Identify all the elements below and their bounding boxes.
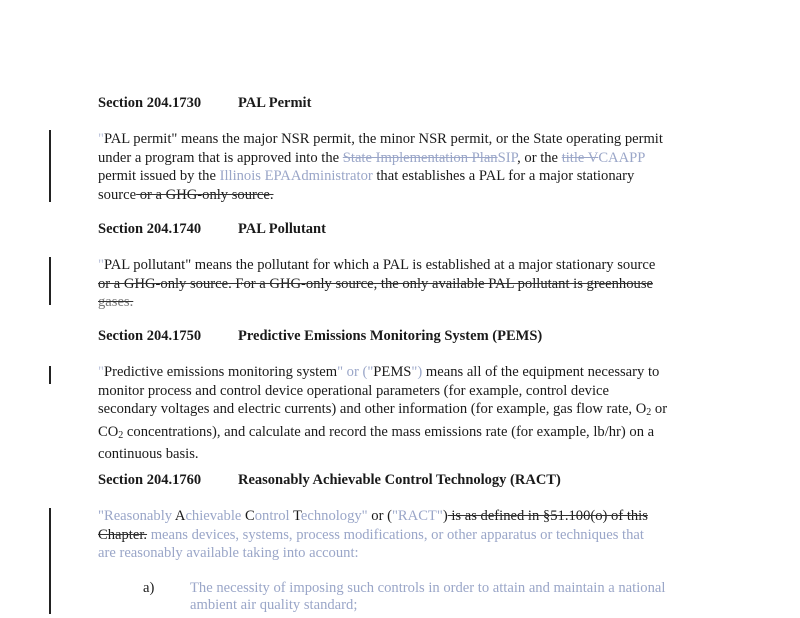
- inserted-text: " or (": [337, 364, 374, 380]
- inserted-text: CAAPP: [598, 149, 646, 166]
- text-line: [98, 526, 713, 545]
- inserted-text: Illinois EPA: [219, 168, 291, 184]
- text-line: "PAL pollutant" means the pollutant for which a PAL is established at a major stationary source: [98, 257, 656, 273]
- section-title: Reasonably Achievable Control Technology (RACT): [238, 472, 561, 488]
- pal-permit-definition: [98, 130, 713, 204]
- deleted-text: State Implementation Plan: [342, 149, 498, 166]
- section-number: Section 204.1750: [98, 328, 202, 344]
- deleted-text: or a GHG-only source.: [136, 186, 274, 203]
- inserted-text: ontrol: [254, 508, 293, 524]
- inserted-text: Administrator: [290, 168, 373, 184]
- deleted-text: Chapter.: [98, 526, 148, 543]
- inserted-text: means devices, systems, process modifications, or other apparatus or techniques that: [147, 526, 644, 543]
- text-line: source or a GHG-only source.: [98, 186, 274, 203]
- section-heading: [98, 472, 561, 489]
- ract-definition: [98, 507, 713, 563]
- text-line: under a program that is approved into the State Implementation PlanSIP, or the title VCAAPP: [98, 149, 646, 166]
- section-number: Section 204.1740: [98, 221, 202, 237]
- inserted-text: echnology": [300, 508, 372, 524]
- section-number: Section 204.1730: [98, 95, 202, 111]
- section-heading: [98, 221, 326, 238]
- text-line: permit issued by the Illinois EPAAdministrator that establishes a PAL for a major stationary: [98, 168, 635, 184]
- deleted-text: or a GHG-only source. For a GHG-only source, the only available PAL pollutant is greenhouse: [98, 275, 653, 292]
- inserted-text: "Reasonably: [98, 508, 175, 524]
- change-bar: [49, 130, 51, 202]
- deleted-text: is as defined in §51.100(o) of this: [447, 508, 648, 524]
- inserted-text: are reasonably available taking into account:: [98, 545, 359, 561]
- change-bar: [49, 508, 51, 614]
- section-title: PAL Permit: [238, 95, 312, 111]
- change-bar: [49, 366, 51, 384]
- change-bar: [49, 257, 51, 305]
- section-number: Section 204.1760: [98, 472, 202, 488]
- text-line: $CO_2$ concentrations), and calculate and record the mass emissions rate (for example, lb/hr) on a: [98, 423, 655, 441]
- inserted-text: SIP: [497, 149, 518, 166]
- section-title: PAL Pollutant: [238, 221, 326, 237]
- item-label: a): [143, 580, 155, 596]
- deleted-text: gases.: [98, 294, 134, 310]
- section-heading: [98, 95, 312, 112]
- section-title: Predictive Emissions Monitoring System (PEMS): [238, 328, 543, 344]
- text-line: monitor process and control device operational parameters (for example, control device: [98, 382, 609, 399]
- inserted-text: "RACT": [391, 508, 443, 524]
- section-heading: [98, 328, 543, 345]
- inserted-text: chievable: [185, 508, 245, 524]
- text-line: "Reasonably Achievable Control Technology" or ("RACT") is as defined in §51.100(o) of this: [98, 508, 648, 524]
- text-line: secondary voltages and electric currents) and other information (for example, gas flow rate, $O_2$ or: [98, 401, 668, 418]
- pems-definition: [98, 363, 713, 464]
- inserted-text: The necessity of imposing such controls in order to attain and maintain a national ambient air quality standard;: [190, 580, 666, 613]
- inserted-text: "): [411, 364, 423, 380]
- pal-pollutant-definition: [98, 256, 713, 312]
- deleted-text: title V: [561, 149, 599, 166]
- text-line: continuous basis.: [98, 446, 199, 462]
- text-line: "Predictive emissions monitoring system" or ("PEMS") means all of the equipment necessary to: [98, 364, 660, 380]
- text-line: "PAL permit" means the major NSR permit, the minor NSR permit, or the State operating permit: [98, 131, 663, 147]
